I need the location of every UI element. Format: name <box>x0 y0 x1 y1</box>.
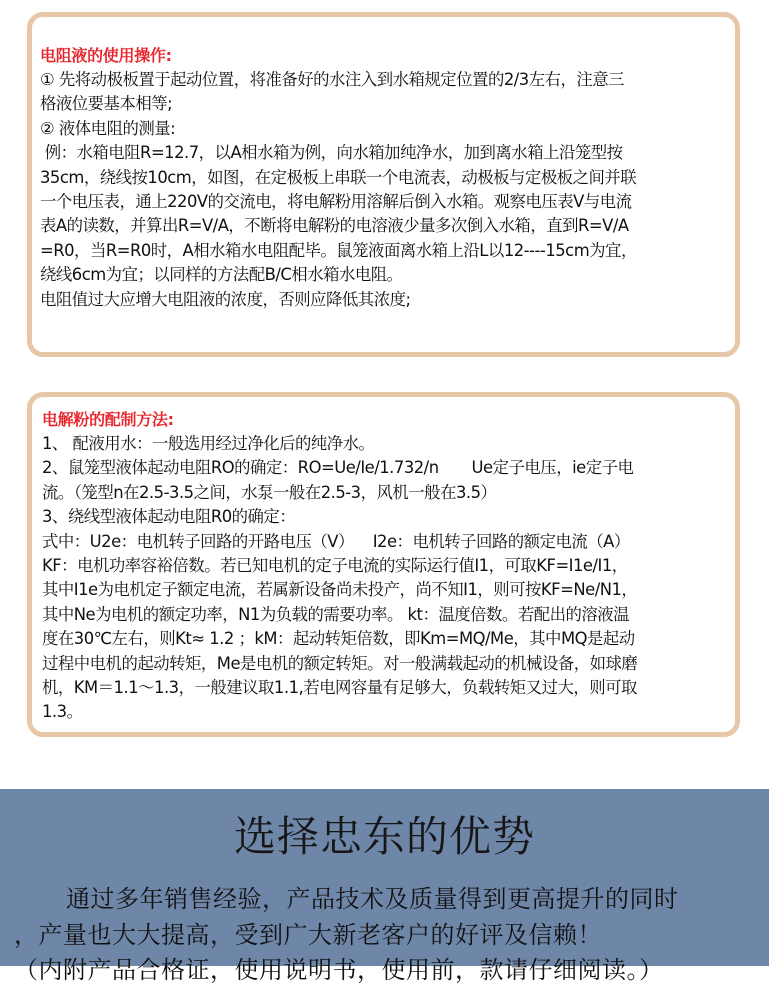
preparation-line: 1.3。 <box>42 702 83 722</box>
preparation-line: 过程中电机的起动转矩，Me是电机的额定转矩。对一般满载起动的机械设备，如球磨 <box>42 653 638 673</box>
usage-line: 一个电压表，通上220V的交流电，将电解粉用溶解后倒入水箱。观察电压表V与电流 <box>40 192 632 212</box>
usage-line: 电阻值过大应增大电阻液的浓度，否则应降低其浓度; <box>40 289 411 309</box>
usage-line: 绕线6cm为宜；以同样的方法配B/C相水箱水电阻。 <box>40 265 403 285</box>
usage-line: ① 先将动极板置于起动位置，将准备好的水注入到水箱规定位置的2/3左右，注意三 <box>40 70 625 89</box>
preparation-line: KF：电机功率容裕倍数。若已知电机的定子电流的实际运行值I1，可取KF=I1e/I1， <box>42 556 628 576</box>
usage-line: =R0，当R=R0时，A相水箱水电阻配毕。鼠笼液面离水箱上沿L以12----15cm为宜， <box>40 240 637 260</box>
preparation-line: 其中Ne为电机的额定功率，N1为负载的需要功率。 kt：温度倍数。若配出的溶液温 <box>42 604 630 624</box>
preparation-line: 度在30℃左右，则Kt≈ 1.2 ；kM：起动转矩倍数，即Km=MQ/Me，其中MQ是起动 <box>42 629 635 649</box>
usage-line: 表A的读数，并算出R=V/A，不断将电解粉的电溶液少量多次倒入水箱，直到R=V/A <box>40 216 629 236</box>
preparation-line: 2、鼠笼型液体起动电阻RO的确定：RO=Ue/Ie/1.732/n Ue定子电压，ie定子电 <box>42 458 634 478</box>
advantages-banner <box>0 789 769 984</box>
usage-heading: 电阻液的使用操作: <box>40 46 172 65</box>
preparation-line: 机，KM＝1.1～1.3，一般建议取1.1,若电网容量有足够大，负载转矩又过大，则可取 <box>42 678 637 698</box>
advantages-title: 选择忠东的优势 <box>233 812 535 861</box>
usage-instructions-card <box>27 12 740 357</box>
usage-line: ② 液体电阻的测量: <box>40 118 176 138</box>
usage-line: 例：水箱电阻R=12.7，以A相水箱为例，向水箱加纯净水，加到离水箱上沿笼型按 <box>40 143 623 163</box>
electrolyte-preparation-card <box>27 392 740 737</box>
usage-line: 35cm，绕线按10cm，如图，在定极板上串联一个电流表，动极板与定极板之间并联 <box>40 167 637 187</box>
advantages-text-line: （内附产品合格证，使用说明书，使用前，款请仔细阅读。） <box>14 956 664 984</box>
preparation-line: 1、 配液用水：一般选用经过净化后的纯净水。 <box>42 434 375 453</box>
advantages-text-line: 通过多年销售经验，产品技术及质量得到更高提升的同时 <box>66 885 679 913</box>
advantages-text-line: ，产量也大大提高，受到广大新老客户的好评及信赖！ <box>14 921 602 949</box>
preparation-line: 其中I1e为电机定子额定电流，若属新设备尚未投产，尚不知I1，则可按KF=Ne/N1， <box>42 580 638 600</box>
preparation-line: 3、绕线型液体起动电阻R0的确定： <box>42 507 296 527</box>
preparation-line: 流。（笼型n在2.5-3.5之间，水泵一般在2.5-3，风机一般在3.5） <box>42 482 497 502</box>
usage-line: 格液位要基本相等; <box>40 94 173 114</box>
preparation-line: 式中：U2e：电机转子回路的开路电压（V） I2e：电机转子回路的额定电流（A） <box>42 531 630 551</box>
preparation-heading: 电解粉的配制方法: <box>42 410 174 429</box>
